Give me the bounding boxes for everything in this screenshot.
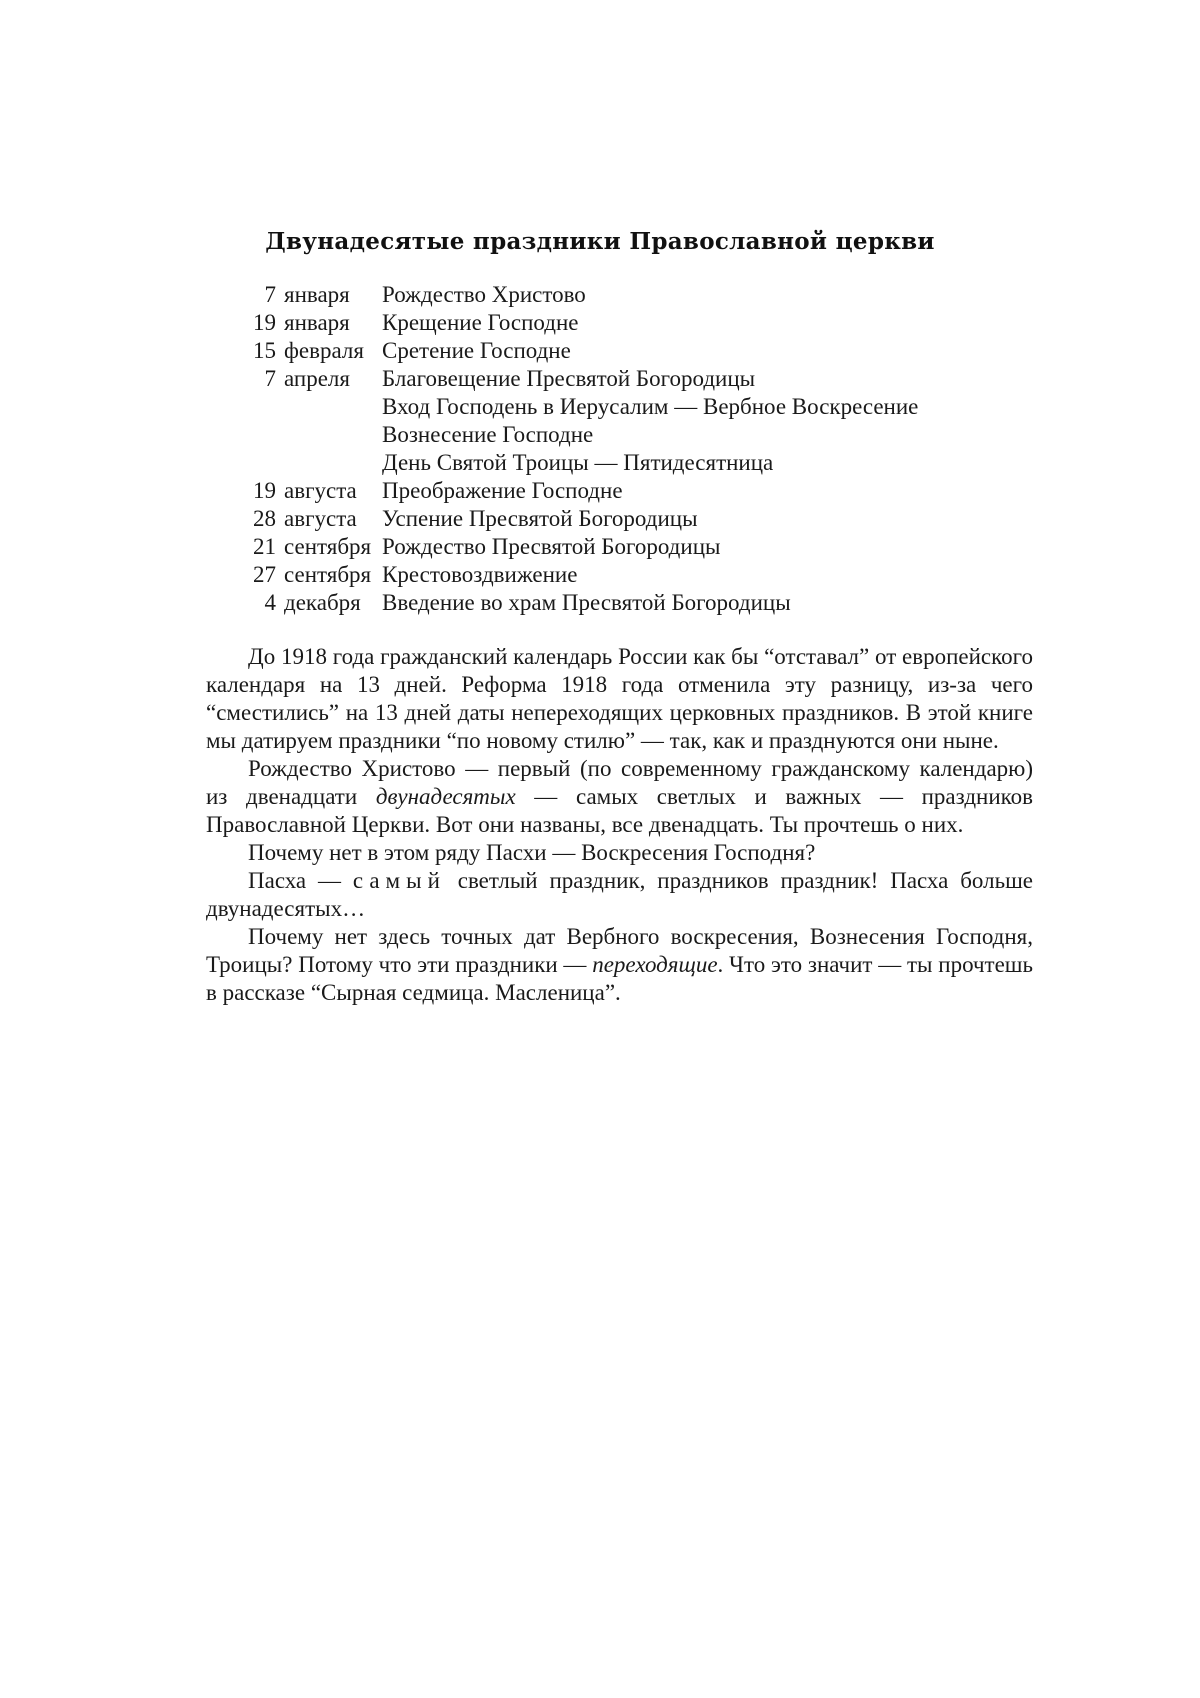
paragraph-text: . Что это значит — ты прочтешь в рассказе “Сырная седмица. Масленица”. (206, 952, 1033, 1005)
spaced-emphasis-text: самый (352, 868, 446, 893)
paragraph-easter (206, 867, 1033, 923)
holiday-name: Благовещение Пресвятой Богородицы (382, 366, 756, 391)
holiday-month: января (284, 310, 350, 335)
holiday-month: августа (284, 506, 357, 531)
holiday-row (205, 309, 1025, 337)
holiday-name: Вход Господень в Иерусалим — Вербное Воскресение (382, 394, 919, 419)
holiday-row (205, 421, 1025, 449)
holiday-day (205, 421, 284, 449)
holiday-day: 15 (253, 338, 276, 363)
holiday-row (205, 533, 1025, 561)
holiday-month: апреля (284, 366, 350, 391)
holiday-month (284, 449, 370, 477)
holiday-name: Успение Пресвятой Богородицы (382, 506, 698, 531)
holiday-name: День Святой Троицы — Пятидесятница (382, 450, 774, 475)
holiday-month: февраля (284, 338, 364, 363)
paragraph-easter-question: Почему нет в этом ряду Пасхи — Воскресения Господня? (248, 840, 816, 865)
holiday-day: 7 (264, 366, 276, 391)
holiday-row (205, 505, 1025, 533)
holiday-month: января (284, 282, 350, 307)
holiday-day (205, 393, 284, 421)
paragraph-text: Рождество Христово — первый (по современному гражданскому календарю) из двенадцати (206, 756, 1033, 809)
holiday-row (205, 561, 1025, 589)
holiday-day: 19 (253, 478, 276, 503)
holiday-row (205, 337, 1025, 365)
holiday-day: 7 (264, 282, 276, 307)
holiday-row (205, 589, 1025, 617)
paragraph-movable-feasts (206, 923, 1033, 1007)
paragraph-christmas (206, 755, 1033, 839)
holiday-day (205, 449, 284, 477)
holiday-day: 27 (253, 562, 276, 587)
holiday-name: Крещение Господне (382, 310, 579, 335)
holiday-list (205, 281, 1025, 617)
holiday-name: Рождество Пресвятой Богородицы (382, 534, 721, 559)
holiday-row (205, 393, 1025, 421)
holiday-day: 21 (253, 534, 276, 559)
holiday-name: Крестовоздвижение (382, 562, 578, 587)
holiday-month (284, 393, 370, 421)
holiday-month: сентября (284, 534, 372, 559)
page-title: Двунадесятые праздники Православной церкви (265, 228, 935, 255)
paragraph-text: Пасха — (248, 868, 353, 893)
holiday-month: сентября (284, 562, 372, 587)
holiday-name: Введение во храм Пресвятой Богородицы (382, 590, 791, 615)
holiday-day: 4 (264, 590, 276, 615)
emphasis-text: переходящие (592, 952, 718, 977)
holiday-name: Сретение Господне (382, 338, 571, 363)
holiday-month (284, 421, 370, 449)
holiday-row (205, 477, 1025, 505)
body-text (206, 643, 1033, 1007)
paragraph-text: светлый праздник, праздников праздник! Пасха больше двунадесятых… (206, 868, 1033, 921)
holiday-day: 28 (253, 506, 276, 531)
holiday-month: августа (284, 478, 357, 503)
paragraph-calendar-reform: До 1918 года гражданский календарь России как бы “отставал” от европейского календаря на 13 дней. Реформа 1918 года отменила эту разницу, из-за чего “сместились” на 13 дней даты непереходящих церковных праздников. В этой книге мы датируем праздники “по новому стилю” — так, как и празднуются они ныне. (206, 644, 1033, 753)
holiday-name: Рождество Христово (382, 282, 586, 307)
holiday-row (205, 449, 1025, 477)
paragraph-text: — самых светлых и важных — праздников Православной Церкви. Вот они названы, все двенадцать. Ты прочтешь о них. (206, 784, 1034, 837)
holiday-name: Преображение Господне (382, 478, 623, 503)
emphasis-text: двунадесятых (375, 784, 516, 809)
paragraph-text: Почему нет здесь точных дат Вербного воскресения, Вознесения Господня, Троицы? Потому что эти праздники — (206, 924, 1033, 977)
holiday-month: декабря (284, 590, 361, 615)
holiday-row (205, 365, 1025, 393)
holiday-row (205, 281, 1025, 309)
holiday-day: 19 (253, 310, 276, 335)
holiday-name: Вознесение Господне (382, 422, 594, 447)
